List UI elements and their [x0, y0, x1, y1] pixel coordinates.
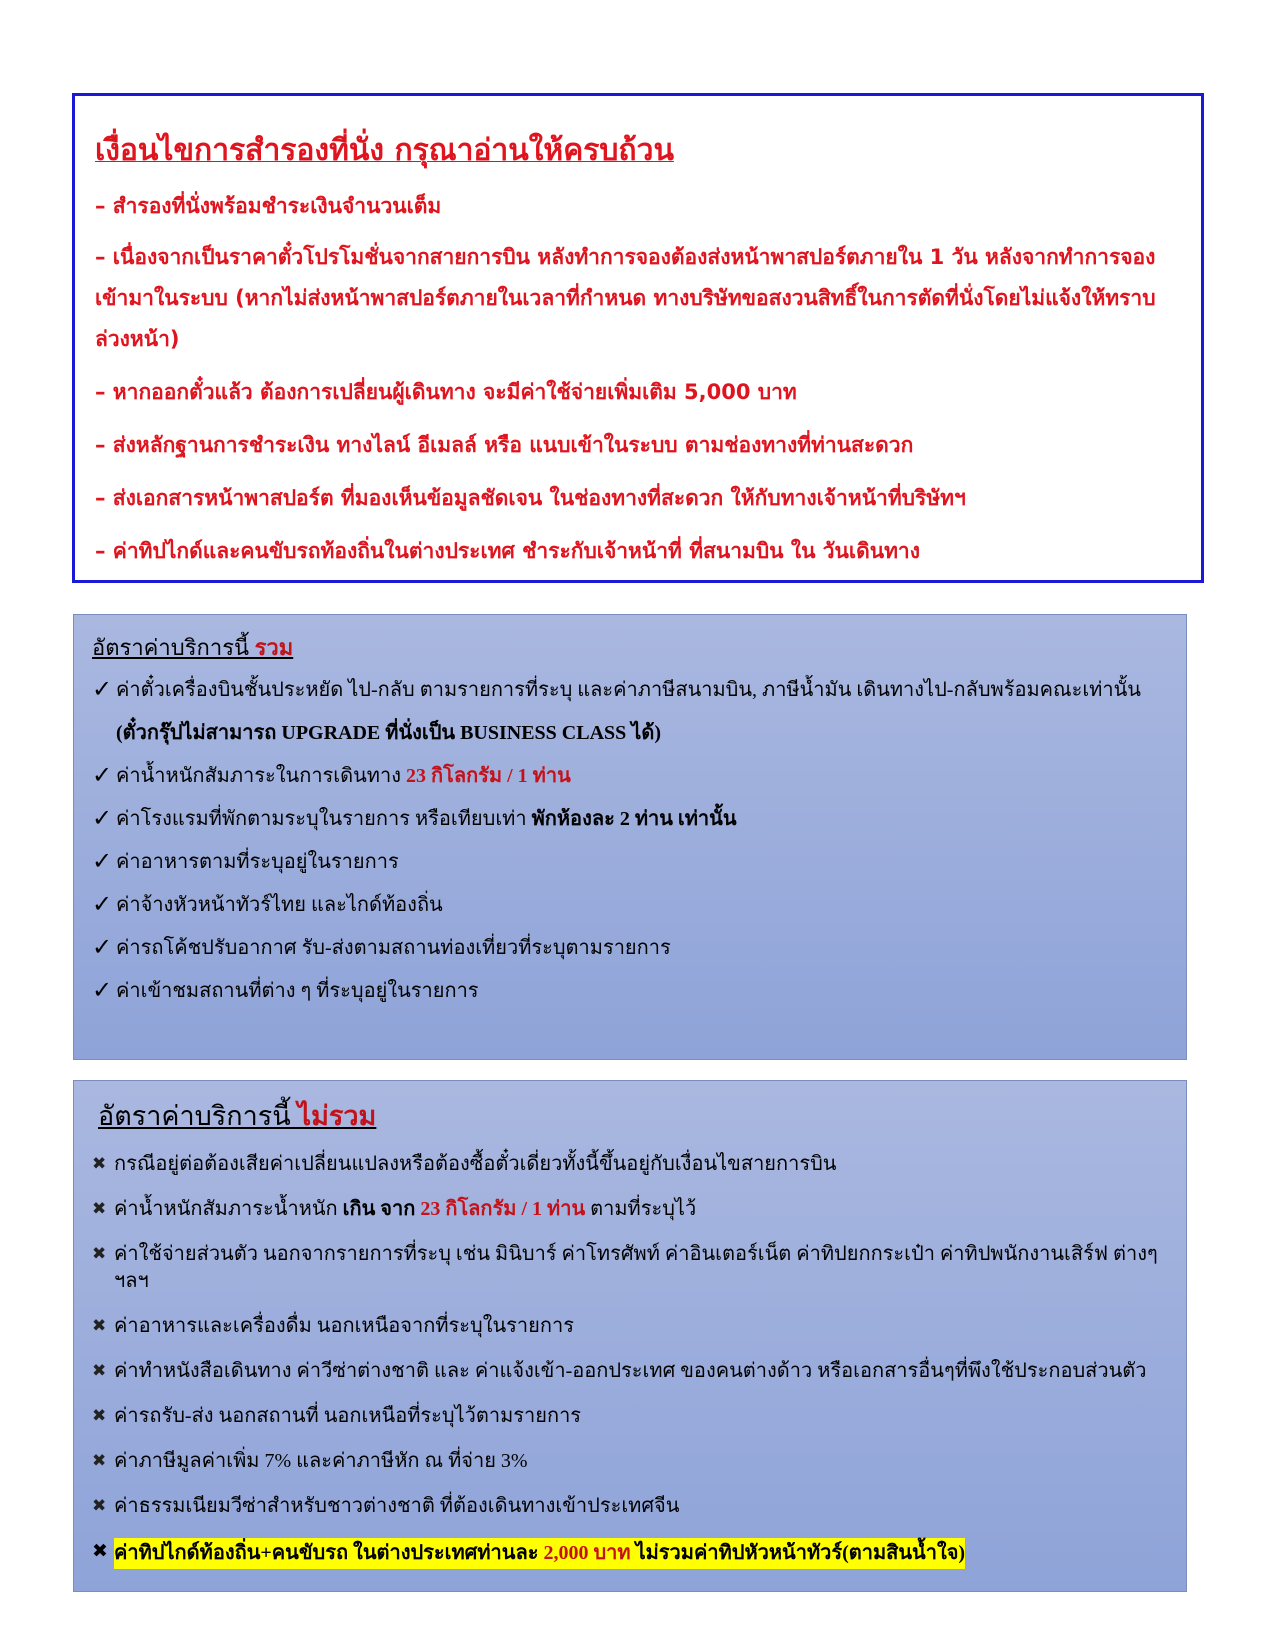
flight-text: ค่าตั๋วเครื่องบินชั้นประหยัด ไป-กลับ ตามรายการที่ระบุ และค่าภาษีสนามบิน, ภาษีน้ำมัน เดินทางไป-กลับพร้อมคณะเท่านั้น	[116, 679, 1141, 701]
excluded-heading-keyword: ไม่รวม	[297, 1101, 377, 1131]
tax-text: ค่าภาษีมูลค่าเพิ่ม 7% และค่าภาษีหัก ณ ที่จ่าย 3%	[114, 1450, 528, 1472]
condition-item: – สำรองที่นั่งพร้อมชำระเงินจำนวนเต็ม	[95, 194, 442, 218]
list-item	[92, 763, 1186, 790]
list-item	[92, 1358, 1186, 1385]
tip-text: ค่าทิปไกด์ท้องถิ่น+คนขับรถ ในต่างประเทศท่านละ	[114, 1542, 544, 1564]
cross-icon: ✖	[92, 1496, 107, 1516]
cross-icon: ✖	[92, 1244, 107, 1264]
check-icon: ✓	[92, 847, 113, 875]
excluded-services-panel	[73, 1080, 1187, 1592]
excluded-list	[92, 1151, 1186, 1569]
condition-item: – เนื่องจากเป็นราคาตั๋วโปรโมชั่นจากสายการบิน หลังทำการจองต้องส่งหน้าพาสปอร์ตภายใน 1 วัน หลังจากทำการจองเข้ามาในระบบ (หากไม่ส่งหน้าพาสปอร์ตภายในเวลาที่กำหนด ทางบริษัทขอสงวนสิทธิ์ในการตัดที่นั่งโดยไม่แจ้งให้ทราบล่วงหน้า)	[95, 245, 1156, 351]
cross-icon: ✖	[92, 1316, 107, 1336]
guide-text: ค่าจ้างหัวหน้าทัวร์ไทย และไกด์ท้องถิ่น	[116, 894, 443, 916]
coach-text: ค่ารถโค้ชปรับอากาศ รับ-ส่งตามสถานท่องเที่ยวที่ระบุตามรายการ	[116, 937, 671, 959]
list-item	[92, 1493, 1186, 1520]
excluded-heading-prefix: อัตราค่าบริการนี้	[98, 1101, 298, 1131]
list-item	[92, 849, 1186, 876]
passport-visa-text: ค่าทำหนังสือเดินทาง ค่าวีซ่าต่างชาติ และ ค่าแจ้งเข้า-ออกประเทศ ของคนต่างด้าว หรือเอกสารอื่นๆที่พึงใช้ประกอบส่วนตัว	[114, 1360, 1147, 1382]
included-heading	[92, 633, 1186, 663]
list-item	[92, 1151, 1186, 1178]
visa-fee-text: ค่าธรรมเนียมวีซ่าสำหรับชาวต่างชาติ ที่ต้องเดินทางเข้าประเทศจีน	[114, 1495, 680, 1517]
admission-text: ค่าเข้าชมสถานที่ต่าง ๆ ที่ระบุอยู่ในรายการ	[116, 980, 479, 1002]
baggage-text: ค่าน้ำหนักสัมภาระในการเดินทาง	[116, 765, 406, 787]
list-item	[92, 1403, 1186, 1430]
item-text	[116, 763, 571, 790]
list-item	[92, 806, 1186, 833]
tip-highlight	[114, 1538, 965, 1569]
item-text	[114, 1196, 696, 1223]
hotel-value: พักห้องละ 2 ท่าน เท่านั้น	[531, 808, 737, 830]
list-item	[92, 892, 1186, 919]
condition-item: – หากออกตั๋วแล้ว ต้องการเปลี่ยนผู้เดินทาง จะมีค่าใช้จ่ายเพิ่มเติม 5,000 บาท	[95, 380, 797, 404]
overweight-bold: เกิน จาก	[342, 1198, 421, 1220]
list-item	[92, 677, 1186, 747]
list-item	[92, 1538, 1186, 1569]
included-list	[92, 677, 1186, 1005]
included-heading-keyword: รวม	[254, 635, 294, 660]
overweight-text: ค่าน้ำหนักสัมภาระน้ำหนัก	[114, 1198, 343, 1220]
hotel-text: ค่าโรงแรมที่พักตามระบุในรายการ หรือเทียบเท่า	[116, 808, 532, 830]
tip-value: 2,000 บาท	[543, 1542, 631, 1564]
list-item	[92, 1313, 1186, 1340]
cross-icon: ✖	[92, 1361, 107, 1381]
ticket-change-text: กรณีอยู่ต่อต้องเสียค่าเปลี่ยนแปลงหรือต้องซื้อตั๋วเดี่ยวทั้งนี้ขึ้นอยู่กับเงื่อนไขสายการบิน	[114, 1153, 837, 1175]
cross-icon: ✖	[92, 1406, 107, 1426]
extra-food-text: ค่าอาหารและเครื่องดื่ม นอกเหนือจากที่ระบุในรายการ	[114, 1315, 574, 1337]
overweight-value: 23 กิโลกรัม / 1 ท่าน	[420, 1198, 586, 1220]
overweight-suffix: ตามที่ระบุไว้	[585, 1198, 697, 1220]
cross-icon: ✖	[92, 1199, 107, 1219]
booking-conditions-box	[72, 93, 1204, 583]
condition-item: – ส่งเอกสารหน้าพาสปอร์ต ที่มองเห็นข้อมูลชัดเจน ในช่องทางที่สะดวก ให้กับทางเจ้าหน้าที่บริษัทฯ	[95, 486, 966, 510]
list-item	[92, 1448, 1186, 1475]
list-item	[92, 978, 1186, 1005]
cross-icon: ✖	[92, 1540, 108, 1562]
list-item	[92, 1241, 1186, 1295]
condition-item: – ค่าทิปไกด์และคนขับรถท้องถิ่นในต่างประเทศ ชำระกับเจ้าหน้าที่ ที่สนามบิน ใน วันเดินทาง	[95, 539, 920, 563]
tip-suffix: ไม่รวมค่าทิปหัวหน้าทัวร์(ตามสินน้ำใจ)	[630, 1542, 966, 1564]
conditions-title: เงื่อนไขการสำรองที่นั่ง กรุณาอ่านให้ครบถ้วน	[95, 133, 674, 168]
list-item	[92, 935, 1186, 962]
cross-icon: ✖	[92, 1451, 107, 1471]
list-item	[92, 1196, 1186, 1223]
baggage-value: 23 กิโลกรัม / 1 ท่าน	[405, 765, 571, 787]
check-icon: ✓	[92, 890, 113, 918]
excluded-heading	[98, 1101, 1186, 1131]
personal-text: ค่าใช้จ่ายส่วนตัว นอกจากรายการที่ระบุ เช่น มินิบาร์ ค่าโทรศัพท์ ค่าอินเตอร์เน็ต ค่าทิปยกกระเป๋า ค่าทิปพนักงานเสิร์ฟ ต่างๆ ฯลฯ	[114, 1243, 1158, 1292]
condition-item: – ส่งหลักฐานการชำระเงิน ทางไลน์ อีเมลล์ หรือ แนบเข้าในระบบ ตามช่องทางที่ท่านสะดวก	[95, 433, 914, 457]
transfer-text: ค่ารถรับ-ส่ง นอกสถานที่ นอกเหนือที่ระบุไว้ตามรายการ	[114, 1405, 582, 1427]
check-icon: ✓	[92, 675, 113, 703]
item-text	[116, 806, 737, 833]
meals-text: ค่าอาหารตามที่ระบุอยู่ในรายการ	[116, 851, 399, 873]
included-heading-prefix: อัตราค่าบริการนี้	[92, 635, 255, 660]
check-icon: ✓	[92, 976, 113, 1004]
cross-icon: ✖	[92, 1154, 107, 1174]
flight-note: (ตั๋วกรุ๊ปไม่สามารถ UPGRADE ที่นั่งเป็น BUSINESS CLASS ได้)	[116, 722, 661, 744]
check-icon: ✓	[92, 804, 113, 832]
included-services-panel	[73, 614, 1187, 1060]
check-icon: ✓	[92, 761, 113, 789]
check-icon: ✓	[92, 933, 113, 961]
item-text	[116, 677, 1141, 747]
